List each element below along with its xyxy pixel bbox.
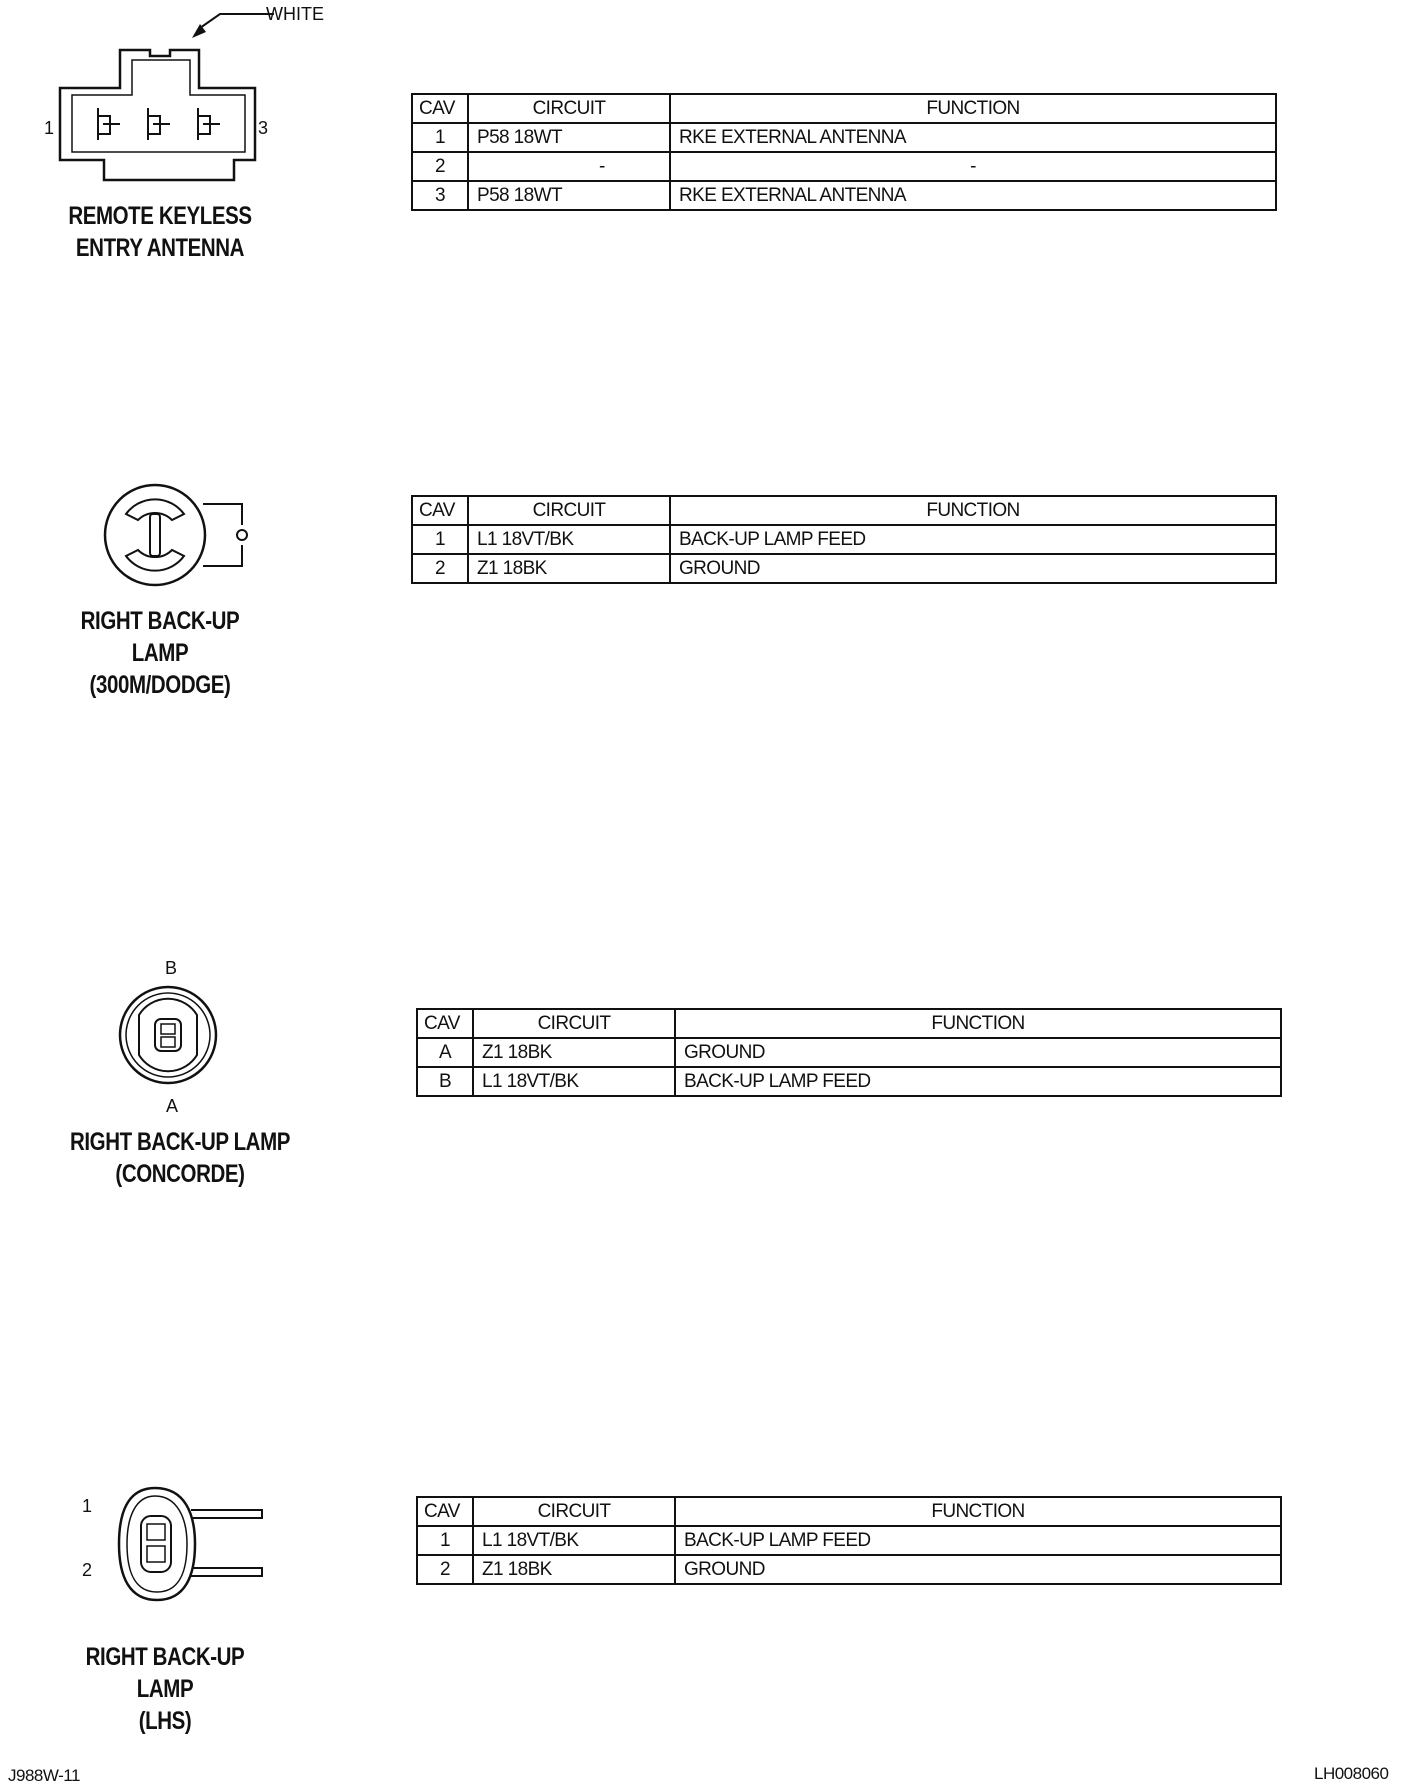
header-circuit: CIRCUIT [468, 496, 670, 525]
caption-line: (CONCORDE) [115, 1160, 245, 1188]
header-cav: CAV [417, 1497, 473, 1526]
table-row [417, 1067, 1281, 1096]
circuit-cell: L1 18VT/BK [468, 525, 670, 554]
circuit-cell: P58 18WT [468, 123, 670, 152]
connector-caption [45, 200, 275, 264]
caption-line: RIGHT BACK-UP [80, 607, 240, 635]
pin-label-1: 1 [44, 118, 55, 138]
header-function: FUNCTION [675, 1497, 1281, 1526]
pin-label-a: A [166, 1096, 179, 1116]
caption-line: LAMP [136, 1675, 194, 1703]
pinout-table [416, 1496, 1282, 1585]
back-up-lamp-300m-connector-icon [100, 480, 260, 600]
cav-cell: 1 [417, 1526, 473, 1555]
pinout-table [411, 93, 1277, 211]
circuit-cell: Z1 18BK [473, 1555, 675, 1584]
circuit-cell: Z1 18BK [473, 1038, 675, 1067]
caption-line: RIGHT BACK-UP LAMP [69, 1128, 291, 1156]
function-cell: RKE EXTERNAL ANTENNA [670, 181, 1276, 210]
header-cav: CAV [412, 94, 468, 123]
cav-cell: 3 [412, 181, 468, 210]
figure-code-left: J988W-11 [8, 1766, 80, 1785]
table-header-row [412, 496, 1276, 525]
header-circuit: CIRCUIT [473, 1497, 675, 1526]
function-cell: GROUND [675, 1038, 1281, 1067]
back-up-lamp-concorde-connector-icon [115, 985, 225, 1095]
cav-cell: 2 [412, 152, 468, 181]
header-cav: CAV [417, 1009, 473, 1038]
table-row [417, 1526, 1281, 1555]
header-cav: CAV [412, 496, 468, 525]
caption-line: REMOTE KEYLESS [68, 202, 252, 230]
cav-cell: 2 [417, 1555, 473, 1584]
pin-label-2: 2 [82, 1560, 93, 1580]
cav-cell: B [417, 1067, 473, 1096]
table-row [412, 525, 1276, 554]
table-header-row [417, 1497, 1281, 1526]
function-cell: BACK-UP LAMP FEED [675, 1067, 1281, 1096]
pin-label-b: B [165, 958, 178, 978]
table-header-row [412, 94, 1276, 123]
function-cell: GROUND [670, 554, 1276, 583]
cav-cell: 1 [412, 525, 468, 554]
cav-cell: A [417, 1038, 473, 1067]
pin-label-3: 3 [258, 118, 269, 138]
table-row [417, 1038, 1281, 1067]
cav-cell: 1 [412, 123, 468, 152]
caption-line: (300M/DODGE) [89, 671, 231, 699]
connector-caption [50, 1641, 280, 1737]
caption-line: (LHS) [138, 1707, 192, 1735]
function-cell: GROUND [675, 1555, 1281, 1584]
table-row [412, 181, 1276, 210]
connector-caption [49, 1126, 311, 1190]
remote-keyless-entry-antenna-connector-icon [50, 0, 290, 190]
table-row [412, 554, 1276, 583]
circuit-cell: - [468, 152, 670, 181]
header-function: FUNCTION [670, 496, 1276, 525]
table-row [412, 152, 1276, 181]
header-circuit: CIRCUIT [473, 1009, 675, 1038]
pin-label-1: 1 [82, 1496, 93, 1516]
circuit-cell: Z1 18BK [468, 554, 670, 583]
caption-line: LAMP [131, 639, 189, 667]
header-function: FUNCTION [670, 94, 1276, 123]
circuit-cell: P58 18WT [468, 181, 670, 210]
header-circuit: CIRCUIT [468, 94, 670, 123]
caption-line: ENTRY ANTENNA [75, 234, 245, 262]
table-header-row [417, 1009, 1281, 1038]
function-cell: BACK-UP LAMP FEED [670, 525, 1276, 554]
pinout-table [416, 1008, 1282, 1097]
function-cell: BACK-UP LAMP FEED [675, 1526, 1281, 1555]
caption-line: RIGHT BACK-UP [85, 1643, 245, 1671]
function-cell: - [670, 152, 1276, 181]
color-callout-label: WHITE [266, 4, 324, 24]
function-cell: RKE EXTERNAL ANTENNA [670, 123, 1276, 152]
header-function: FUNCTION [675, 1009, 1281, 1038]
table-row [412, 123, 1276, 152]
pinout-table [411, 495, 1277, 584]
cav-cell: 2 [412, 554, 468, 583]
circuit-cell: L1 18VT/BK [473, 1067, 675, 1096]
figure-code-right: LH008060 [1314, 1764, 1389, 1783]
circuit-cell: L1 18VT/BK [473, 1526, 675, 1555]
back-up-lamp-lhs-connector-icon [115, 1480, 275, 1610]
table-row [417, 1555, 1281, 1584]
connector-caption [45, 605, 275, 701]
